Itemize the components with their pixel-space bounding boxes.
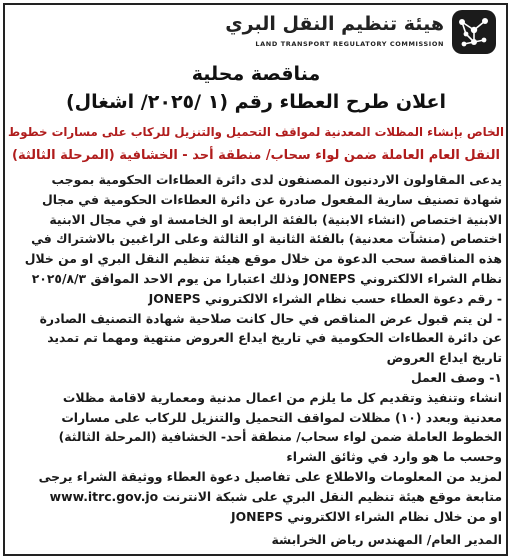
body-line: - لن يتم قبول عرض المناقص في حال كانت صلاحية شهادة التصنيف الصادرة [39,310,502,326]
header [166,10,496,56]
section-heading: ١- وصف العمل [410,369,502,385]
body-line: شهادة تصنيف سارية المفعول صادرة عن دائرة العطاءات الحكومية في مجال [41,191,502,207]
org-name-arabic: هيئة تنظيم النقل البري [225,13,444,35]
body-line: معدنية وبعدد (١٠) مظلات لمواقف التحميل والتنزيل للركاب على مسارات [61,409,502,425]
signature: المدير العام/ المهندس رياض الخرابشة [271,532,502,547]
ad-body [10,170,502,526]
body-line: هذه المناقصة سحب الدعوة من خلال موقع هيئة تنظيم النقل البري او من خلال [24,251,502,267]
org-name-english: LAND TRANSPORT REGULATORY COMMISSION [255,40,444,48]
body-line: اختصاص (منشآت معدنية) بالفئة الثانية او الثالثة وعلى الراغبين بالاشتراك في [31,231,502,247]
body-line: الابنية اختصاص (انشاء الابنية) بالفئة الرابعة او الخامسة او في مجال الابنية [49,211,502,227]
subtitle-line-1: الخاص بإنشاء المظلات المعدنية لمواقف التحميل والتنزيل للركاب على مسارات خطوط [8,125,504,139]
body-line: - رقم دعوة العطاء حسب نظام الشراء الالكتروني JONEPS [148,290,502,306]
page-title: مناقصة محلية [191,63,321,85]
body-line: او من خلال نظام الشراء الالكتروني JONEPS [231,508,502,524]
body-line: لمزيد من المعلومات والاطلاع على تفاصيل دعوة العطاء ووثيقة الشراء يرجى [38,468,502,484]
subtitle-line-2: النقل العام العاملة ضمن لواء سحاب/ منطقة أحد - الخشافية (المرحلة الثالثة) [12,148,500,163]
body-line: وحسب ما هو وارد في وثائق الشراء [286,449,502,465]
body-line: نظام الشراء الالكتروني JONEPS وذلك اعتبارا من يوم الاحد الموافق ٢٠٢٥/٨/٣ [31,270,502,286]
tender-number-title: اعلان طرح العطاء رقم (١ /٢٠٢٥/ اشغال) [65,91,447,113]
website-line: متابعة موقع هيئة تنظيم النقل البري على شبكة الانترنت www.itrc.gov.jo [49,488,502,504]
body-line: عن دائرة العطاءات الحكومية في تاريخ ايداع العروض منتهية ومهما تم تمديد [47,330,502,346]
body-line: تاريخ ايداع العروض [386,350,502,366]
body-line: الخطوط العاملة ضمن لواء سحاب/ منطقة أحد- الخشافية (المرحلة الثالثة) [58,429,502,445]
network-nodes-icon [452,10,496,54]
body-line: يدعى المقاولون الاردنيون المصنفون لدى دائرة العطاءات الحكومية بموجب [51,172,502,187]
body-line: انشاء وتنفيذ وتقديم كل ما يلزم من اعمال مدنية ومعمارية لاقامة مظلات [62,389,502,405]
